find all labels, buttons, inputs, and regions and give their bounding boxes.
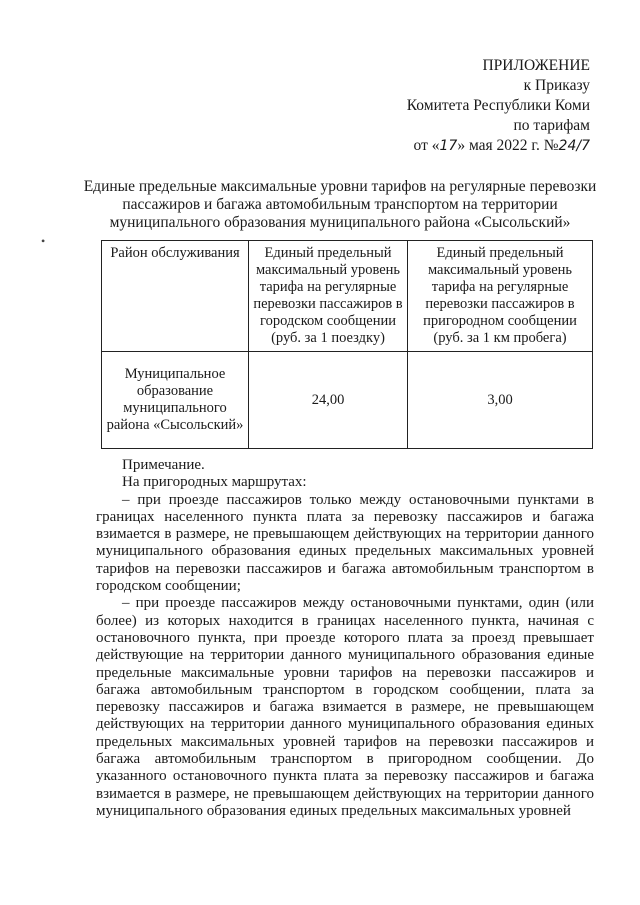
appendix-label: ПРИЛОЖЕНИЕ: [482, 57, 590, 74]
note-paragraph-2: – при проезде пассажиров между остановочными пунктами, один (или более) из которых находится в границах населенного пункта, начиная с остановочного пункта, при проезде которого плата за проезд превышает действующие на территории данного муниципального образования единые предельные максимальные уровни тарифов на перевозки пассажиров и багажа автомобильным транспортом в городском сообщении, плата за перевозку пассажиров и багажа взимается в размере, не превышающем действующих на территории данного муниципального образования единых предельных максимальных уровней тарифов на перевозки пассажиров и багажа автомобильным транспортом в пригородном сообщении. До указанного остановочного пункта плата за перевозку пассажиров и багажа взимается в размере, не превышающем действующих на территории данного муниципального образования единых предельных максимальных уровней: [96, 595, 594, 819]
cell-urban-tariff: 24,00: [249, 352, 408, 449]
date-day-handwritten: 17: [439, 138, 458, 154]
appendix-order-ref: к Приказу: [523, 77, 590, 94]
appendix-committee: Комитета Республики Коми: [406, 97, 590, 114]
date-prefix: от «: [413, 137, 440, 154]
header-urban-tariff: Единый предельный максимальный уровень тарифа на регулярные перевозки пассажиров в городском сообщении (руб. за 1 поездку): [249, 241, 408, 352]
note-paragraph-1: – при проезде пассажиров только между остановочными пунктами в границах населенного пункта плата за перевозку пассажиров и багажа взимается в размере, не превышающем действующих на территории данного муниципального образования единых предельных максимальных уровней тарифов на перевозки пассажиров и багажа автомобильным транспортом в городском сообщении;: [96, 491, 594, 595]
cell-suburban-tariff: 3,00: [408, 352, 593, 449]
note-heading: Примечание.: [122, 457, 205, 473]
note-subheading: На пригородных маршрутах:: [122, 474, 307, 491]
scan-mark-icon: •: [41, 234, 46, 248]
note-section: [96, 457, 594, 820]
appendix-tariffs: по тарифам: [513, 117, 590, 134]
header-district: Район обслуживания: [102, 241, 249, 352]
document-title: Единые предельные максимальные уровни тарифов на регулярные перевозки пассажиров и багажа автомобильным транспортом на территории муниципального образования муниципального района «Сысольский»: [83, 178, 597, 231]
appendix-date-line: [407, 136, 590, 156]
appendix-header: [407, 56, 590, 156]
date-middle: » мая 2022 г. №: [457, 137, 559, 154]
table-row: [102, 352, 593, 449]
table-header-row: [102, 241, 593, 352]
tariff-table: [101, 240, 593, 449]
header-suburban-tariff: Единый предельный максимальный уровень тарифа на регулярные перевозки пассажиров в пригородном сообщении (руб. за 1 км пробега): [408, 241, 593, 352]
order-number-handwritten: 24/7: [558, 138, 590, 154]
cell-district: Муниципальное образование муниципального района «Сысольский»: [102, 352, 249, 449]
